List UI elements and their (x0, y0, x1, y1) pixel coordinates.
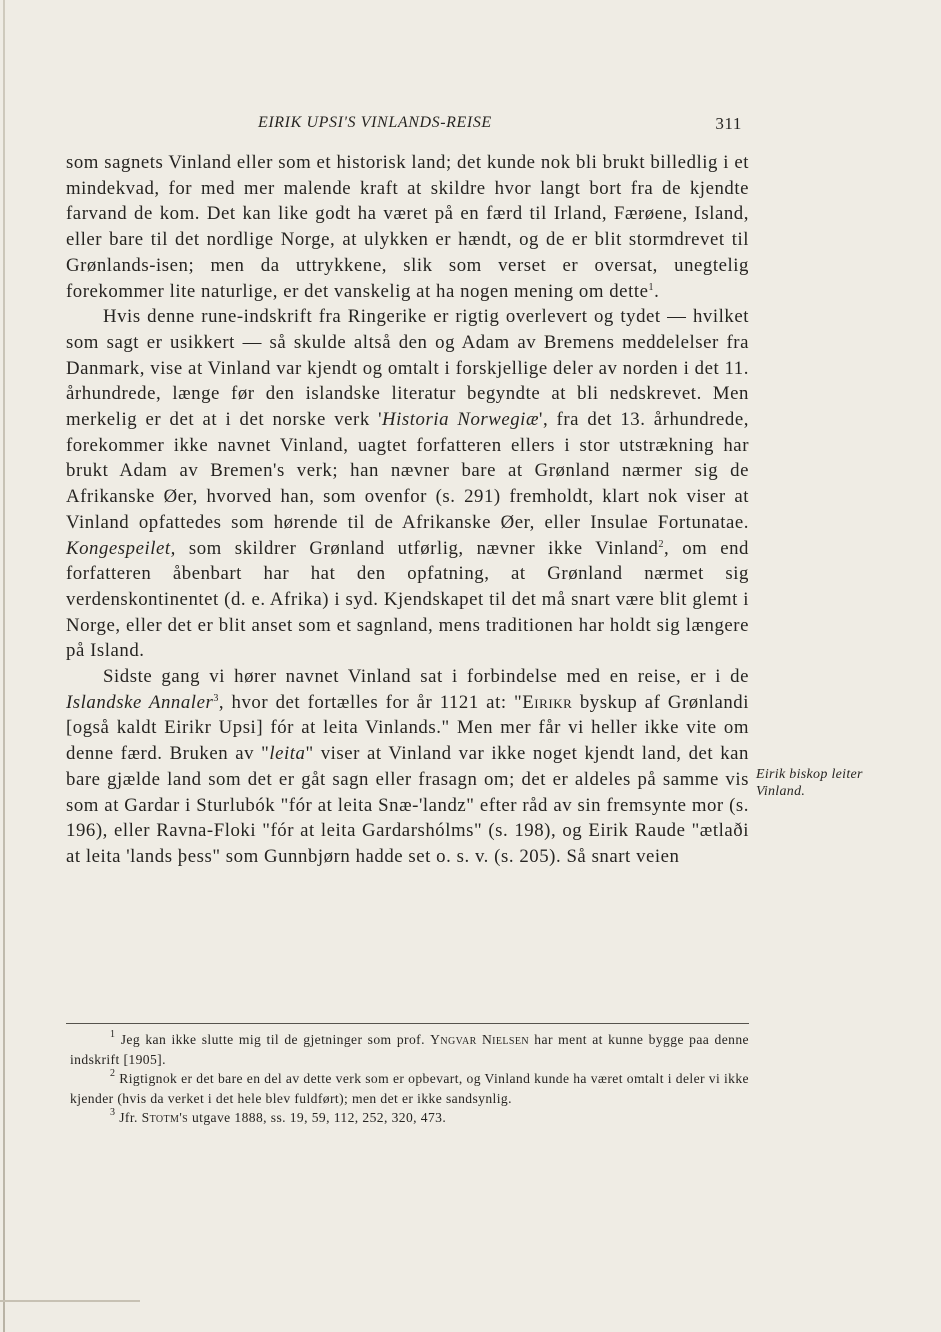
paragraph-2-text-a: Hvis denne rune-indskrift fra Ringerike er rigtig overlevert og tydet — hvilket som sagt er usikkert — så skulde altså den og Adam av Bremens meddelelser fra Danmark, vise at Vinland var kjendt og omtalt i forskjellige deler av norden i det 11. århundrede, længe før den islandske literatur begyndte at bli nedskrevet. Men merkelig er det at i det norske verk ' (66, 306, 749, 431)
running-title: EIRIK UPSI'S VINLANDS-REISE (258, 114, 492, 131)
page-edge-shadow (3, 0, 5, 1332)
paragraph-1-text: som sagnets Vinland eller som et historisk land; det kunde nok bli brukt billedlig i et mindekvad, for med mer malende kraft at skildre hvor langt bort fra de kjendte farvand de kom. Det kan like godt ha været på en færd til Irland, Færøene, Island, eller bare til det nordlige Norge, at ulykken er hændt, og de er blit stormdrevet til Grønlands-isen; men da uttrykkene, slik som verset er oversat, unegtelig forekommer lite naturlige, er det vanskelig at ha nogen mening om dette (66, 152, 749, 302)
paragraph-2 (66, 304, 749, 664)
paragraph-2-text-c: som skildrer Grønland utførlig, nævner ikke Vinland (175, 537, 659, 559)
footnote-1-mark: 1 (110, 1029, 116, 1040)
title-kongespeilet: Kongespeilet, (66, 537, 176, 559)
paragraph-2-text-b: ', fra det 13. århundrede, forekommer ikke navnet Vinland, uagtet forfatteren ellers i stor utstrækning har brukt Adam av Bremen's verk; han nævner bare at Grønland nærmer sig de Afrikanske Øer, hvorved han, som ovenfor (s. 291) fremholdt, klart nok viser at Vinland opfattedes som hørende til de Afrikanske Øer, eller Insulae Fortunatae. (66, 409, 749, 533)
word-leita: leita (269, 743, 306, 765)
paragraph-3-text-d: " viser at Vinland var ikke noget kjendt land, det kan bare gjælde land som det er gåt sagn eller frasagn om; det er aldeles på samme vis som at Gardar i Sturlubók "fór at leita Snæ-'landz" efter råd av sin fremsynte mor (s. 196), eller Ravna-Floki "fór at leita Gardarshólms" (s. 198), og Eirik Raude "ætlaði at leita 'lands þess" som Gunnbjørn hadde set o. s. v. (s. 205). Så snart veien (66, 743, 749, 867)
footnote-1 (70, 1030, 749, 1069)
paragraph-3 (66, 664, 749, 870)
footnote-ref-1: 1 (648, 281, 655, 293)
paragraph-2-text-d: , om end forfatteren åbenbart har hat den opfatning, at Grønland nærmet sig verdenskontinentet (d. e. Afrika) i syd. Kjendskapet til det må snart være blit glemt i Norge, eller det er blit anset som et sagnland, mens traditionen har holdt sig længere på Island. (66, 537, 749, 662)
footnote-1-text-a: Jeg kan ikke slutte mig til de gjetninger som prof. (120, 1032, 431, 1047)
footnote-3-text-b: utgave 1888, ss. 19, 59, 112, 252, 320, 473. (188, 1110, 447, 1126)
paragraph-1-end: . (654, 280, 660, 302)
footnote-rule (66, 1023, 749, 1024)
margin-note: Eirik biskop leiter Vinland. (756, 767, 863, 799)
footnote-ref-3: 3 (213, 692, 219, 704)
footnotes (70, 1030, 749, 1128)
page-edge-mark (0, 1300, 140, 1302)
footnote-1-text-b: har ment at kunne bygge paa denne indskrift [1905]. (70, 1032, 749, 1067)
footnote-2 (70, 1069, 749, 1108)
footnote-3-name: Stotm's (141, 1110, 189, 1126)
footnote-3-text-a: Jfr. (119, 1110, 142, 1126)
title-islandske-annaler: Islandske Annaler (66, 691, 214, 713)
paragraph-3-text-b: , hvor det fortælles for år 1121 at: " (218, 691, 523, 713)
footnote-2-mark: 2 (110, 1068, 116, 1080)
footnote-ref-2: 2 (658, 538, 665, 550)
paragraph-3-text-a: Sidste gang vi hører navnet Vinland sat i forbindelse med en reise, er i de (103, 666, 749, 688)
paragraph-1 (66, 150, 749, 304)
paragraph-3-text-c: byskup af Grønlandi [også kaldt Eirikr Upsi] fór at leita Vinlands." Men mer får vi heller ikke vite om denne færd. Bruken av " (66, 691, 749, 765)
footnote-1-name: Yngvar Nielsen (430, 1032, 530, 1047)
title-historia-norwegiae: Historia Norwegiæ (382, 409, 540, 431)
footnote-3 (70, 1108, 749, 1128)
footnote-2-text: Rigtignok er det bare en del av dette verk som er opbevart, og Vinland kunde ha været omtalt i deler vi ikke kjender (hvis da verket i det hele blev fuldført); men det er ikke sandsynlig. (70, 1071, 749, 1106)
page-header (258, 114, 742, 140)
page-number: 311 (715, 114, 742, 133)
name-eirikr: Eirikr (522, 691, 573, 713)
footnote-3-mark: 3 (110, 1107, 116, 1119)
body-text (66, 150, 749, 870)
